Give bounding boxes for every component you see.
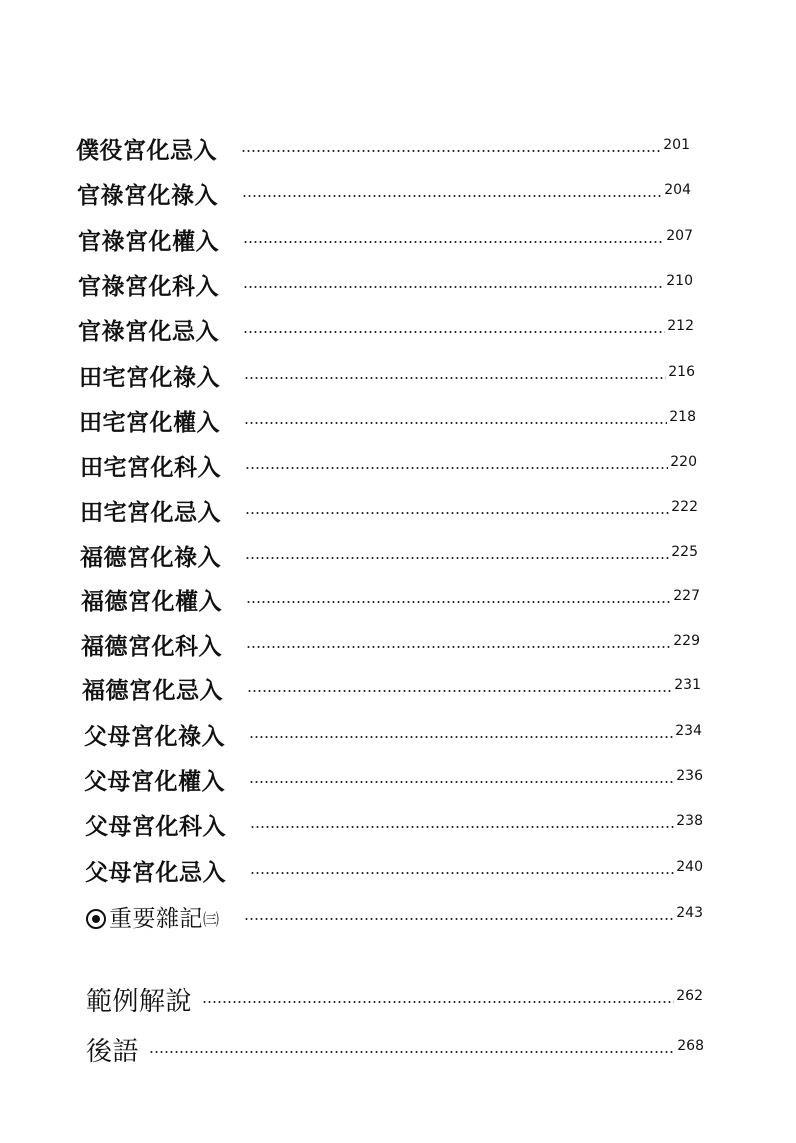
toc-entry-page: 236: [676, 768, 703, 784]
toc-entry-notes: [86, 898, 703, 934]
dot-leader: [244, 918, 675, 920]
toc-entry-page: 231: [674, 677, 701, 693]
toc-entry: [78, 311, 694, 347]
toc-entry: [81, 581, 700, 617]
toc-entry-title: 福德宮化忌入: [82, 677, 223, 704]
toc-entry: [81, 626, 700, 662]
toc-entry: [80, 537, 698, 573]
toc-entry: [79, 402, 696, 438]
toc-entry-title: 福德宮化祿入: [80, 544, 221, 571]
toc-entry-page: 234: [675, 723, 702, 739]
toc-entry-page: 227: [673, 588, 700, 604]
toc-entry: [85, 852, 703, 888]
toc-entry-page: 229: [673, 633, 700, 649]
toc-entry: [84, 761, 703, 797]
toc-entry-title: 父母宮化祿入: [84, 723, 225, 750]
dot-leader: [243, 241, 664, 243]
dot-leader: [245, 467, 668, 469]
dot-leader: [242, 195, 662, 197]
back-matter-page: 268: [677, 1038, 704, 1054]
toc-entry-page: 225: [671, 544, 698, 560]
toc-entry-page: 210: [666, 273, 693, 289]
back-matter-page: 262: [676, 988, 703, 1004]
back-matter-title: 範例解說: [86, 986, 193, 1017]
toc-entry-title: 田宅宮化科入: [80, 454, 221, 481]
dot-leader: [246, 646, 671, 648]
toc-entry-title: 父母宮化權入: [84, 768, 225, 795]
toc-entry: [76, 130, 690, 166]
toc-entry-title: 官祿宮化忌入: [78, 318, 219, 345]
dot-leader: [249, 781, 674, 783]
toc-entry-title: 田宅宮化祿入: [79, 364, 220, 391]
toc-entry-page: 212: [667, 318, 694, 334]
toc-entry-page: 201: [663, 137, 690, 153]
toc-entry-page: 243: [676, 905, 703, 921]
toc-entry-title: 父母宮化科入: [85, 813, 226, 840]
toc-entry: [78, 221, 693, 257]
dot-leader: [250, 826, 674, 828]
notes-title: 重要雜記: [109, 905, 203, 932]
back-matter-entry: [86, 981, 703, 1017]
toc-entry: [77, 175, 691, 211]
toc-entry-title: 田宅宮化權入: [79, 409, 220, 436]
toc-entry-title: 福德宮化科入: [81, 633, 222, 660]
toc-entry: [80, 447, 697, 483]
toc-entry-page: 204: [664, 182, 691, 198]
toc-entry-title: 福德宮化權入: [81, 588, 222, 615]
toc-entry-page: 238: [676, 813, 703, 829]
dot-leader: [241, 150, 661, 152]
toc-entry-page: 216: [668, 364, 695, 380]
dot-leader: [245, 512, 669, 514]
toc-entry-title: 官祿宮化祿入: [77, 182, 218, 209]
toc-entry: [84, 716, 702, 752]
toc-entry-title: [86, 900, 220, 933]
toc-entry-page: 222: [671, 499, 698, 515]
toc-entry-title: 田宅宮化忌入: [80, 499, 221, 526]
toc-entry: [85, 806, 703, 842]
dot-leader: [249, 736, 673, 738]
toc-entry-title: 父母宮化忌入: [85, 859, 226, 886]
toc-entry-title: 僕役宮化忌入: [76, 137, 217, 164]
toc-entry-page: 218: [669, 409, 696, 425]
toc-entry-page: 240: [676, 859, 703, 875]
dot-leader: [245, 557, 669, 559]
dot-leader: [246, 601, 671, 603]
toc-entry-page: 207: [666, 228, 693, 244]
back-matter-title: 後語: [86, 1036, 140, 1067]
toc-entry-page: 220: [670, 454, 697, 470]
dot-leader: [243, 286, 664, 288]
dot-leader: [250, 872, 674, 874]
toc-entry: [82, 670, 701, 706]
dot-leader: [247, 690, 672, 692]
dot-leader: [244, 422, 667, 424]
notes-suffix: ㈢: [203, 909, 220, 929]
toc-entry: [78, 266, 693, 302]
toc-entry-title: 官祿宮化科入: [78, 273, 219, 300]
toc-entry-title: 官祿宮化權入: [78, 228, 219, 255]
dot-leader: [243, 331, 665, 333]
back-matter-entry: [86, 1031, 704, 1067]
toc-entry: [80, 492, 698, 528]
dot-leader: [244, 377, 666, 379]
dot-leader: [149, 1051, 675, 1053]
toc-entry: [79, 357, 695, 393]
dot-leader: [202, 1001, 674, 1003]
circled-dot-icon: [86, 909, 106, 929]
